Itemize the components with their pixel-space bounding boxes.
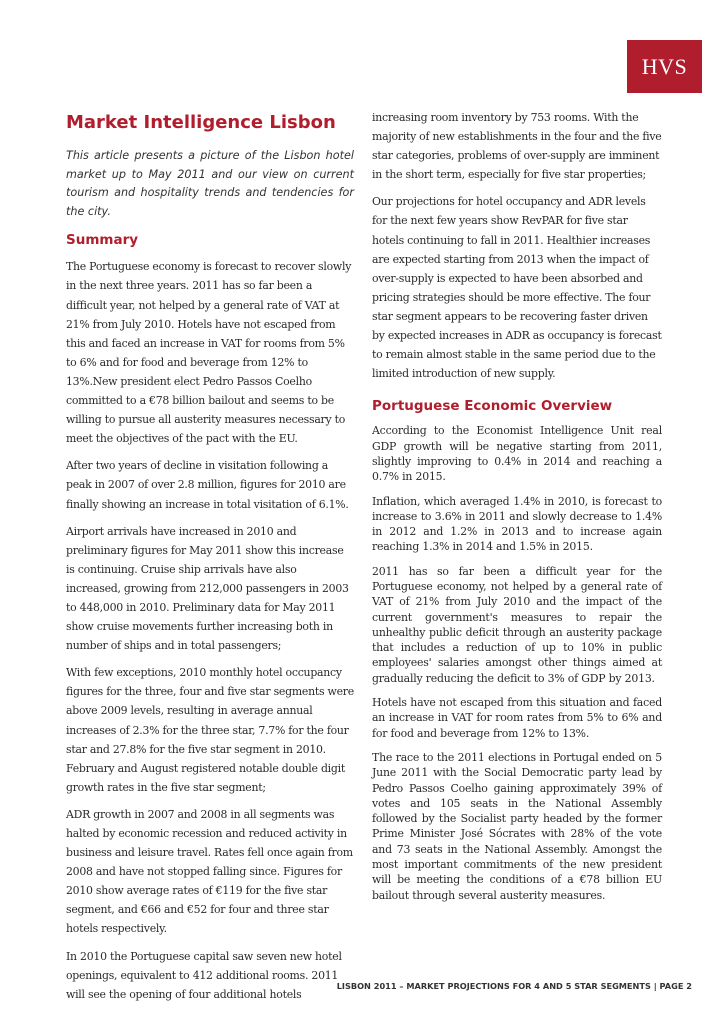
elections-paragraph: The race to the 2011 elections in Portugal ended on 5 June 2011 with the Social Democratic party lead by Pedro Passos Coelho gaining approximately 39% of votes and 105 seats in the National Assembly followed by the Socialist party headed by the former Prime Minister José Sócrates with 28% of the vote and 73 seats in the National Assembly. Amongst the most important commitments of the new president will be meeting the conditions of a €78 billion EU bailout through several austerity measures. bbox=[372, 750, 662, 902]
inflation-paragraph: Inflation, which averaged 1.4% in 2010, is forecast to increase to 3.6% in 2011 and slowly decrease to 1.4% in 2012 and 1.2% in 2013 and to increase again reaching 1.3% in 2014 and 1.5% in 2015. bbox=[372, 494, 662, 554]
inventory-paragraph: increasing room inventory by 753 rooms. With the majority of new establishments in the four and the five star categories, problems of over-supply are imminent in the short term, especially for five star properties; bbox=[372, 111, 662, 182]
right-column bbox=[372, 108, 662, 912]
summary-heading: Summary bbox=[66, 232, 139, 249]
economy-paragraph: 2011 has so far been a difficult year for the Portuguese economy, not helped by a general rate of VAT of 21% from July 2010 and the impact of the current government's measures to repair the unhealthy public deficit through an austerity package that includes a reduction of up to 10% in public employees' salaries amongst other things aimed at gradually reducing the deficit to 3% of GDP by 2013. bbox=[372, 564, 662, 685]
hvs-logo-text: HVS bbox=[641, 54, 688, 79]
summary-paragraph: The Portuguese economy is forecast to recover slowly in the next three years. 2011 has so far been a difficult year, not helped by a general rate of VAT at 21% from July 2010. Hotels have not escaped from this and faced an increase in VAT for rooms from 5% to 6% and for food and beverage from 12% to 13%.New president elect Pedro Passos Coelho committed to a €78 billion bailout and seems to be willing to pursue all austerity measures necessary to meet the objectives of the pact with the EU. bbox=[66, 260, 352, 446]
openings-paragraph: In 2010 the Portuguese capital saw seven new hotel openings, equivalent to 412 additional rooms. 2011 will see the opening of four additional hotels bbox=[66, 949, 342, 1001]
intro-text: This article presents a picture of the Lisbon hotel market up to May 2011 and our view on current tourism and hospitality trends and tendencies for the city. bbox=[66, 149, 354, 218]
gdp-paragraph: According to the Economist Intelligence Unit real GDP growth will be negative starting from 2011, slightly improving to 0.4% in 2014 and reaching a 0.7% in 2015. bbox=[372, 424, 662, 484]
hvs-logo bbox=[627, 40, 702, 93]
vat-paragraph: Hotels have not escaped from this situation and faced an increase in VAT for room rates from 5% to 6% and for food and beverage from 12% to 13%. bbox=[372, 696, 662, 740]
left-column bbox=[66, 111, 354, 1012]
projections-paragraph: Our projections for hotel occupancy and ADR levels for the next few years show RevPAR for five star hotels continuing to fall in 2011. Healthier increases are expected starting from 2013 when the impact of over-supply is expected to have been absorbed and pricing strategies should be more effective. The four star segment appears to be recovering faster driven by expected increases in ADR as occupancy is forecast to remain almost stable in the same period due to the limited introduction of new supply. bbox=[372, 195, 662, 381]
arrivals-paragraph: Airport arrivals have increased in 2010 and preliminary figures for May 2011 show this increase is continuing. Cruise ship arrivals have also increased, growing from 212,000 passengers in 2003 to 448,000 in 2010. Preliminary data for May 2011 show cruise movements further increasing both in number of ships and in total passengers; bbox=[66, 524, 349, 653]
economic-overview-heading: Portuguese Economic Overview bbox=[372, 398, 613, 415]
visitation-paragraph: After two years of decline in visitation following a peak in 2007 of over 2.8 million, figures for 2010 are finally showing an increase in total visitation of 6.1%. bbox=[66, 459, 349, 511]
adr-paragraph: ADR growth in 2007 and 2008 in all segments was halted by economic recession and reduced activity in business and leisure travel. Rates fell once again from 2008 and have not stopped falling since. Figures for 2010 show average rates of €119 for the five star segment, and €66 and €52 for four and three star hotels respectively. bbox=[66, 807, 353, 936]
page-footer: LISBON 2011 – MARKET PROJECTIONS FOR 4 AND 5 STAR SEGMENTS | PAGE 2 bbox=[336, 981, 692, 991]
occupancy-paragraph: With few exceptions, 2010 monthly hotel occupancy figures for the three, four and five star segments were above 2009 levels, resulting in average annual increases of 2.3% for the three star, 7.7% for the four star and 27.8% for the five star segment in 2010. February and August registered notable double digit growth rates in the five star segment; bbox=[66, 666, 354, 794]
page-title: Market Intelligence Lisbon bbox=[66, 112, 336, 133]
